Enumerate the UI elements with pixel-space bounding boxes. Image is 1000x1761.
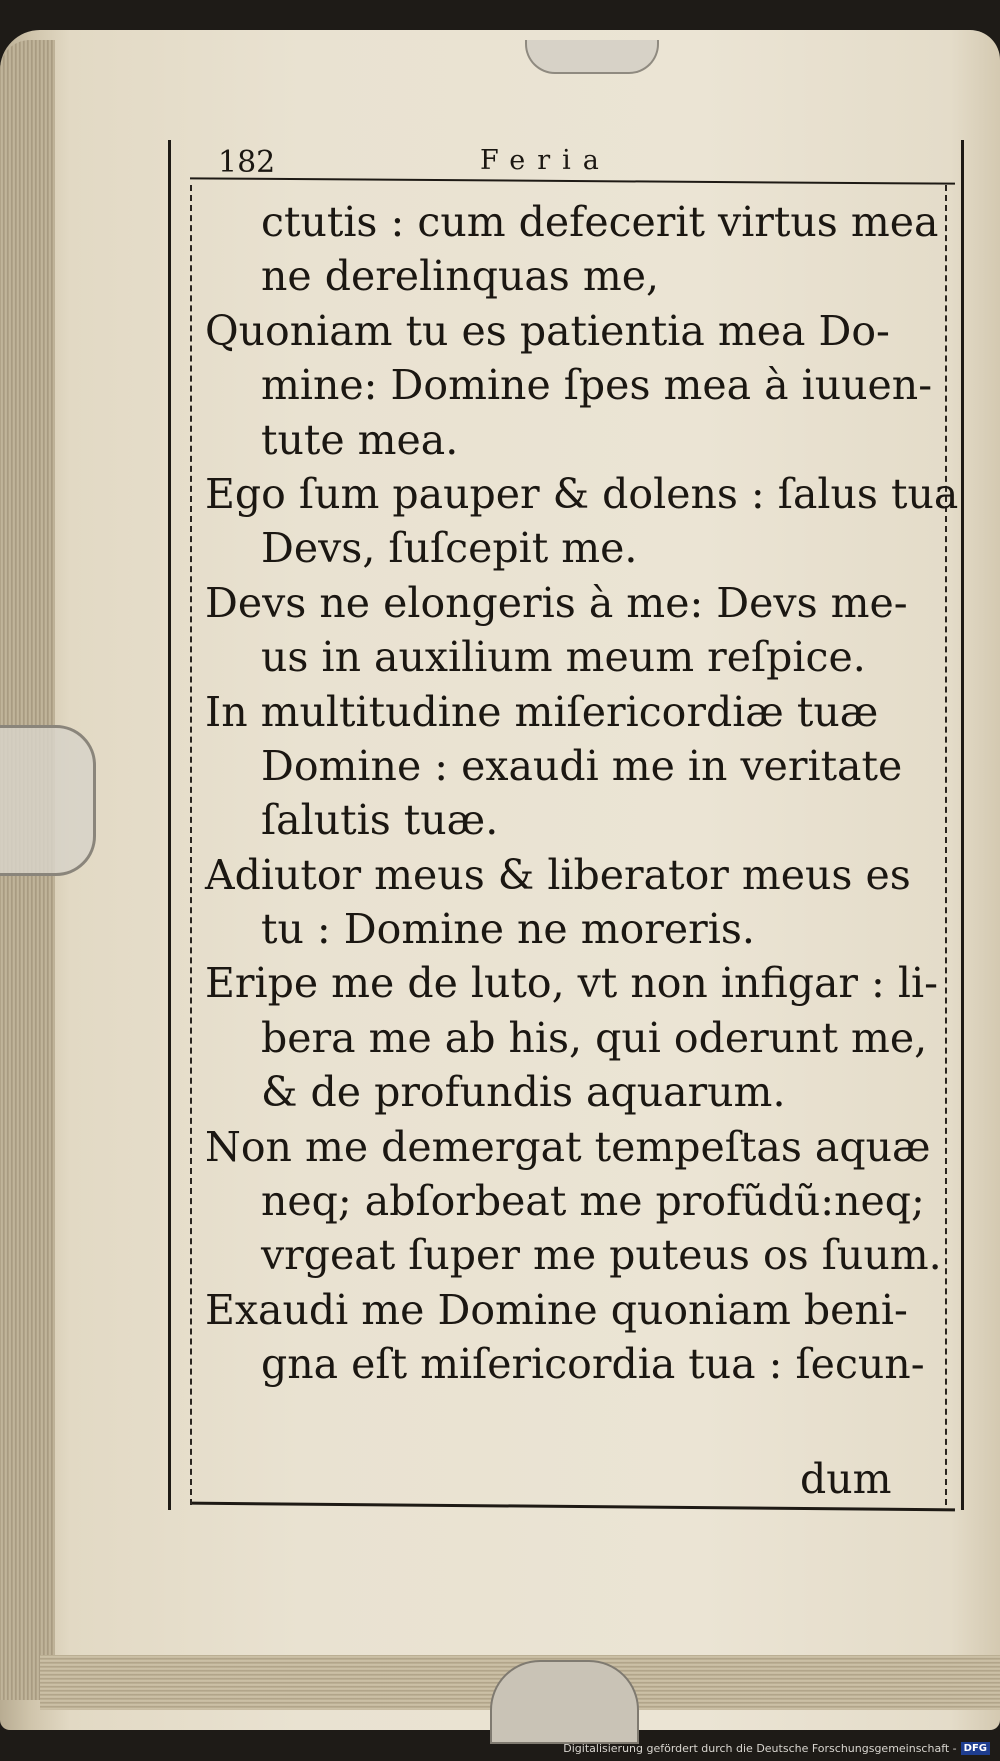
- page-number: 182: [218, 145, 276, 180]
- text-line: ctutis : cum defecerit virtus mea: [261, 198, 939, 246]
- text-line: Non me demergat tempeſtas aquæ: [205, 1122, 931, 1171]
- digitization-credit: [563, 1742, 990, 1755]
- text-line: Exaudi me Domine quoniam beni-: [205, 1285, 908, 1334]
- clip-top: [525, 40, 659, 74]
- text-block: [205, 195, 959, 1392]
- text-line: bera me ab his, qui oderunt me,: [261, 1013, 928, 1062]
- text-line: & de profundis aquarum.: [261, 1068, 786, 1117]
- clip-bottom: [490, 1660, 639, 1744]
- text-line: In multitudine miſericordiæ tuæ: [205, 687, 879, 736]
- text-line: Adiutor meus & liberator meus es: [205, 850, 911, 899]
- text-line: ne derelinquas me,: [261, 252, 660, 301]
- catchword: dum: [800, 1455, 892, 1503]
- running-head: Feria: [480, 145, 611, 176]
- text-line: mine: Domine ſpes mea à iuuen-: [261, 361, 933, 410]
- text-line: tute mea.: [261, 415, 459, 464]
- inner-border-left: [190, 185, 192, 1505]
- text-line: Devs, ſuſcepit me.: [261, 524, 638, 573]
- text-line: Domine : exaudi me in veritate: [261, 741, 903, 790]
- text-line: tu : Domine ne moreris.: [261, 905, 755, 954]
- text-line: Ego ſum pauper & dolens : ſalus tua: [205, 469, 959, 518]
- text-line: neq; abſorbeat me profũdũ:neq;: [261, 1177, 925, 1226]
- text-line: us in auxilium meum reſpice.: [261, 633, 866, 682]
- inner-border-right: [945, 185, 947, 1505]
- text-line: Quoniam tu es patientia mea Do-: [205, 306, 890, 355]
- clip-left: [0, 725, 96, 876]
- page-header: [218, 140, 938, 180]
- credit-text: Digitalisierung gefördert durch die Deutsche Forschungsgemeinschaft -: [563, 1742, 957, 1755]
- text-line: ſalutis tuæ.: [261, 796, 499, 845]
- text-line: Devs ne elongeris à me: Devs me-: [205, 578, 908, 627]
- text-line: gna eſt miſericordia tua : ſecun-: [261, 1340, 925, 1389]
- text-line: vrgeat ſuper me puteus os ſuum.: [261, 1231, 942, 1280]
- dfg-logo: DFG: [961, 1742, 990, 1755]
- text-line: Eripe me de luto, vt non infigar : li-: [205, 959, 938, 1008]
